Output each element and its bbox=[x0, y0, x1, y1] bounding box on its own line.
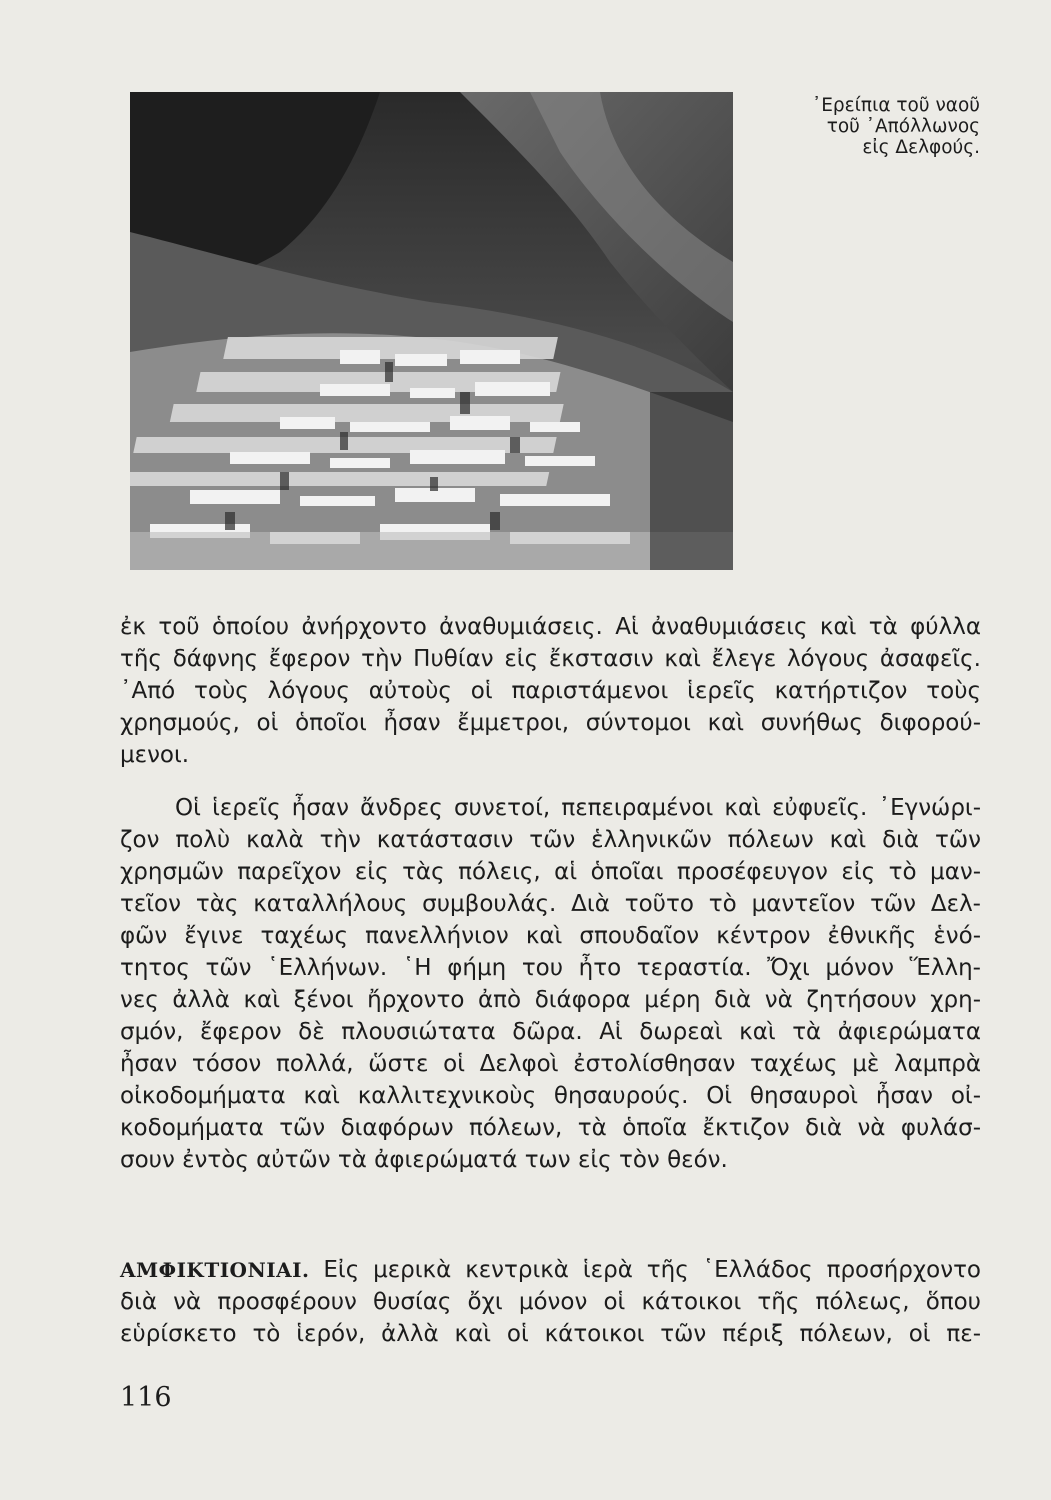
text-line: κοδομήματα τῶν διαφόρων πόλεων, τὰ ὁποῖα ἔκτιζον διὰ νὰ φυλάσ- bbox=[120, 1115, 981, 1141]
page-number: 116 bbox=[120, 1382, 172, 1413]
paragraph-amphictyonies bbox=[120, 1254, 981, 1350]
text-line: τητος τῶν ῾Ελλήνων. ῾Η φήμη του ἦτο τεραστία. Ὄχι μόνον Ἕλλη- bbox=[120, 955, 981, 981]
paragraph-pythia bbox=[120, 611, 981, 771]
text-line: διὰ νὰ προσφέρουν θυσίας ὄχι μόνον οἱ κάτοικοι τῆς πόλεως, ὅπου bbox=[120, 1289, 981, 1315]
photo-caption bbox=[748, 95, 980, 158]
text-line: νες ἀλλὰ καὶ ξένοι ἤρχοντο ἀπὸ διάφορα μέρη διὰ νὰ ζητήσουν χρη- bbox=[120, 987, 981, 1013]
text-line: μενοι. bbox=[120, 742, 190, 768]
caption-line: τοῦ ᾿Απόλλωνος bbox=[826, 116, 980, 137]
text-line: χρησμούς, οἱ ὁποῖοι ἦσαν ἔμμετροι, σύντομοι καὶ συνήθως διφορού- bbox=[120, 710, 981, 736]
text-line: ᾿Από τοὺς λόγους αὐτοὺς οἱ παριστάμενοι ἱερεῖς κατήρτιζον τοὺς bbox=[120, 678, 981, 704]
text-line: τεῖον τὰς καταλλήλους συμβουλάς. Διὰ τοῦτο τὸ μαντεῖον τῶν Δελ- bbox=[120, 891, 981, 917]
text-line: σουν ἐντὸς αὐτῶν τὰ ἀφιερώματά των εἰς τὸν θεόν. bbox=[120, 1147, 728, 1173]
text-line bbox=[120, 1254, 981, 1286]
heading-line-rest: Εἰς μερικὰ κεντρικὰ ἱερὰ τῆς ῾Ελλάδος προσήρχοντο bbox=[323, 1257, 981, 1283]
text-line: σμόν, ἔφερον δὲ πλουσιώτατα δῶρα. Αἱ δωρεαὶ καὶ τὰ ἀφιερώματα bbox=[120, 1019, 981, 1045]
text-line: ἦσαν τόσον πολλά, ὥστε οἱ Δελφοὶ ἐστολίσθησαν ταχέως μὲ λαμπρὰ bbox=[120, 1051, 981, 1077]
section-heading: ΑΜΦΙΚΤΙΟΝΙΑΙ. bbox=[120, 1258, 310, 1282]
text-line: τῆς δάφνης ἔφερον τὴν Πυθίαν εἰς ἔκστασιν καὶ ἔλεγε λόγους ἀσαφεῖς. bbox=[120, 646, 981, 672]
caption-line: ᾿Ερείπια τοῦ ναοῦ bbox=[811, 95, 980, 116]
text-line: φῶν ἔγινε ταχέως πανελλήνιον καὶ σπουδαῖον κέντρον ἐθνικῆς ἑνό- bbox=[120, 923, 981, 949]
text-line: Οἱ ἱερεῖς ἦσαν ἄνδρες συνετοί, πεπειραμένοι καὶ εὐφυεῖς. ᾿Εγνώρι- bbox=[175, 795, 981, 821]
text-line: εὑρίσκετο τὸ ἱερόν, ἀλλὰ καὶ οἱ κάτοικοι τῶν πέριξ πόλεων, οἱ πε- bbox=[120, 1321, 981, 1347]
temple-ruins-photo-icon bbox=[130, 92, 733, 570]
text-line: χρησμῶν παρεῖχον εἰς τὰς πόλεις, αἱ ὁποῖαι προσέφευγον εἰς τὸ μαν- bbox=[120, 859, 981, 885]
caption-line: εἰς Δελφούς. bbox=[862, 137, 980, 158]
text-line: οἰκοδομήματα καὶ καλλιτεχνικοὺς θησαυρούς. Οἱ θησαυροὶ ἦσαν οἰ- bbox=[120, 1083, 981, 1109]
text-line: ἐκ τοῦ ὁποίου ἀνήρχοντο ἀναθυμιάσεις. Αἱ ἀναθυμιάσεις καὶ τὰ φύλλα bbox=[120, 614, 981, 640]
delphi-ruins-photo bbox=[130, 92, 733, 570]
paragraph-priests bbox=[120, 792, 981, 1176]
text-line: ζον πολὺ καλὰ τὴν κατάστασιν τῶν ἑλληνικῶν πόλεων καὶ διὰ τῶν bbox=[120, 827, 981, 853]
